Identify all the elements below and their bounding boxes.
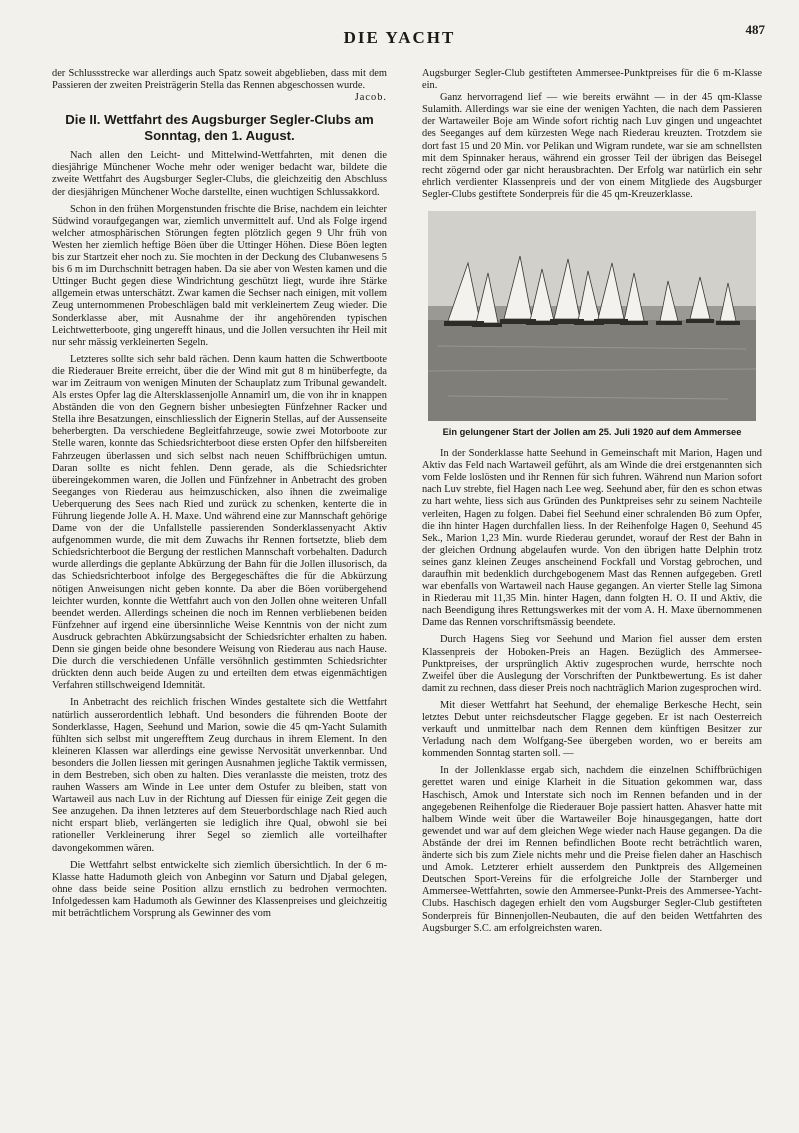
article-paragraph: Nach allen den Leicht- und Mittelwind-Wettfahrten, mit denen die diesjährige Münchener Woche mehr oder weniger bedacht war, bildete die zweite Wettfahrt des Augsburger Segler-Clubs, die gleichzeitig den Abschluss der diesjährigen Münchener Woche darstellte, einen wuchtigen Schlussakkord. xyxy=(52,150,387,198)
sailing-photo xyxy=(428,211,756,421)
page-header-title: DIE YACHT xyxy=(343,28,456,47)
right-column xyxy=(422,68,762,935)
article-paragraph: In Anbetracht des reichlich frischen Windes gestaltete sich die Wettfahrt natürlich ausserordentlich lebhaft. Und besonders die führenden Boote der Sonderklasse, Hagen, Seehund und Marion, sowie die 45 qm-Yacht Sulamith fühlten sich selbst mit ungerefftem Zeug durchaus in ihrem Element. In den kleineren Klassen war allerdings eine gewisse Nervosität unverkennbar. Und besonders die Jollen liessen mit geringen Ausnahmen jegliche Taktik vermissen, in dem Bestreben, sich oben zu halten. Dies veranlasste die meisten, trotz des rauhen Wassers am Winde in Lee unter dem Ostufer zu bleiben, statt von Wartaweil aus nach Luv in der Richtung auf Diessen für einige Zeit gegen die See anzugehen. Da ihnen letzteres auf dem Steuerbordschlage nach Ried auch nicht erspart blieb, verlängerten sie lediglich ihre Qual, obwohl sie bei rationeller Verkleinerung ihrer Segel so ziemlich alle vorteilhafter davongekommen wären. xyxy=(52,697,387,854)
article-paragraph: Mit dieser Wettfahrt hat Seehund, der ehemalige Berkesche Hecht, sein letztes Debut unter reichsdeutscher Flagge gegeben. Er ist nach Oesterreich verkauft und unmittelbar nach dem Rennen dem künftigen Besitzer zur Verladung nach dem Wolfgang-See übergeben worden, wo er bereits am kommenden Sonntag starten soll. — xyxy=(422,699,762,760)
article-paragraph: Augsburger Segler-Club gestifteten Ammersee-Punktpreises für die 6 m-Klasse ein. xyxy=(422,68,762,92)
page-number: 487 xyxy=(745,22,765,37)
article-paragraph: In der Jollenklasse ergab sich, nachdem die einzelnen Schiffbrüchigen gerettet waren und einige Klarheit in die Situation gekommen war, dass Haschisch, Amok und Interstate sich noch im Rennen befanden und in der angegebenen Reihenfolge die Riederauer Boje passiert hatten. Ahasver hatte mit halbem Winde weit über die Wartaweiler Boje hinausgegangen, hatte dort gewendet und war auf dem gleichen Wege wieder nach Hause gegangen. Da die Abstände der drei im Rennen befindlichen Boote recht beträchtlich waren, änderte sich bis zum Ziele nichts mehr und die Preise fielen daher an Haschisch und Amok. Letzterer erhielt ausserdem den Punktpreis des Allgemeinen Deutschen Sport-Vereins für die erfolgreiche Jolle der Starnberger und Ammersee-Wettfahrten, sowie den Ammersee-Punkt-Preis des Ammersee-Yacht-Clubs. Haschisch dagegen erhielt den vom Augsburger Segler-Club gestifteten Sonderpreis für Binnenjollen-Neubauten, die auf den beiden Wettfahrten des Augsburger S.C. am erfolgreichsten waren. xyxy=(422,765,762,934)
left-column xyxy=(52,68,387,920)
article-paragraph: Durch Hagens Sieg vor Seehund und Marion fiel ausser dem ersten Klassenpreis der Hoboken-Preis an Hagen. Bezüglich des Ammersee-Punktpreises, der ursprünglich Aktiv zugesprochen wurde, herrschte noch Zweifel über die Auslegung der Vorschriften der Punktbewertung. Es ist daher damit zu rechnen, dass dieser Preis noch nachträglich Marion zugesprochen wird. xyxy=(422,634,762,694)
article-paragraph: Schon in den frühen Morgenstunden frischte die Brise, nachdem ein leichter Südwind voraufgegangen war, ziemlich unvermittelt auf. Und als Folge irgend welcher atmosphärischen Störungen fegten plötzlich gegen 9 Uhr früh von Westen her ziemlich heftige Böen über die Uttinger Höhen. Diese Böen legten bis zur Startzeit eher noch zu. Sie mochten in der Deckung des Clubanwesens 5 bis 6 m im Durchschnitt betragen haben. Da sie aber von Westen kamen und die Uttinger Bucht gegen diese Windrichtung geschützt liegt, wurde ihre Stärke allgemein etwas unterschätzt. Zwar kamen die Sechser nach einigen, mit vollem Zeug unternommenen Probeschlägen bald mit verkleinertem Zeug wieder. Die Sonderklasse aber, mit Ausnahme der ihr angehörenden typischen Leichtwetterboote, ging ungerefft hinaus, und die Jollen versuchten ihr Heil mit nur sehr mässig verkleinerten Segeln. xyxy=(52,203,387,348)
article-paragraph: Ganz hervorragend lief — wie bereits erwähnt — in der 45 qm-Klasse Sulamith. Allerdings war sie eine der wenigen Yachten, die nach dem Passieren der Wartaweiler Boje am Winde sofort richtig nach Luv gingen und ungeachtet des Seeganges auf dem kürzesten Wege nach Riederau kreuzten. Trotzdem sie dort fast 15 und 20 Min. vor Pelikan und Wigram rundete, war sie am schnellsten mit dem Spinnaker heraus, während ein grosser Teil der übrigen das Beisegel recht zögernd oder gar nicht herausbrachten. Der Erfolg war natürlich ein sehr ehrlich verdienter Klassenpreis und der von einem Mitgliede des Augsburger Segler-Clubs gestiftete Sonderpreis für die 45 qm-Kreuzerklasse. xyxy=(422,92,762,200)
sailboats-illustration xyxy=(428,211,756,421)
article-heading: Die II. Wettfahrt des Augsburger Segler-Clubs am Sonntag, den 1. August. xyxy=(65,112,374,144)
author-signature: Jacob. xyxy=(354,92,387,104)
article-paragraph: Die Wettfahrt selbst entwickelte sich ziemlich übersichtlich. In der 6 m-Klasse hatte Hadumoth gleich von Anbeginn vor Saturn und Djabal gelegen, ohne dass beide seine Position allzu ernstlich zu bedrohen vermochten. Infolgedessen kam Hadumoth als Gewinner des Klassenpreises und gleichzeitig mit beträchtlichem Vorsprung als Gewinner des vom xyxy=(52,859,387,919)
article-paragraph: Letzteres sollte sich sehr bald rächen. Denn kaum hatten die Schwertboote die Riederauer Breite erreicht, über die der Wind mit gut 8 m hinüberfegte, da war im Zeitraum von wenigen Minuten der Schauplatz zum Tribunal gewandelt. Als erstes Opfer lag die Altersklassenjolle Annamirl um, die von ihr in knappen Abständen die von den Gegnern bisher unbesiegten Fünfzehner Racker und Stella ihre Besatzungen, einschliesslich der Eignerin Stellas, auf der Aussenseite beherbergten. Da verschiedene Begleitfahrzeuge, sowie zwei Motorboote zur Stelle waren, konnte das Schiedsrichterboot diese ersten Opfer den hilfsbereiten Fahrzeugen überlassen und sich selbst nach neuen Schiffbrüchigen umtun. Daran sollte es nicht fehlen. Denn gerade, als die Schiedsrichter übereingekommen waren, die Jollen und Fünfzehner in Anbetracht des groben Seeganges von Riederau aus heimzuschicken, also ihnen die zweimalige Ueberquerung des Sees nach Ried und zurück zu schenken, kenterte die in Führung liegende Jolle A. H. Maxe. Und während eine zur Mannschaft gehörige Dame von der die Unfallstelle passierenden Sonderklassenyacht Aktiv aufgenommen wurde, die mit dem Zuwachs ihr Rennen fortsetzte, blieb dem Schiedsrichterboot die Bergung der restlichen Mannschaft vorbehalten. Dadurch wurde allerdings die geplante Abkürzung der Bahn für die Jollen illusorisch, da das Schiedsrichterboot infolge des Bergegeschäftes die für die Abkürzung nötigen Anweisungen nicht geben konnte. Da aber die Böen vorübergehend leichter wurden, konnte die Wettfahrt auch von den Jollen ohne weiteren Unfall beendet werden. Allerdings scheinen die noch im Rennen verbliebenen beiden Fünfzehner auf irgend eine übersinnliche Weise Kenntnis von der nicht zum Ausdruck gebrachten Abkürzungsabsicht der Schiedsrichter erhalten zu haben. Denn sie gingen beide ohne besondere Weisung von Riederau aus nach Hause. Die durch die verschiedenen Unfälle versöhnlich gestimmten Schiedsrichter drückten denn auch beide Augen zu und erteilten dem etwas eigenmächtigen Verfahren stillschweigend Idemnität. xyxy=(52,353,387,692)
article-paragraph: In der Sonderklasse hatte Seehund in Gemeinschaft mit Marion, Hagen und Aktiv das Feld nach Wartaweil geführt, als am Winde die drei erstgenannten sich vom Felde loslösten und ihr Rennen für sich fuhren. Während nun Marion sofort nach Luv strebte, fiel Hagen nach Lee weg. Seehund aber, für den es schon etwas zu hart wehte, liess sich aus Gründen des Punktpreises sehr zu seinem Nachteile verleiten, Hagen zu folgen. Dabei fiel Seehund einer schralenden Bö zum Opfer, die ihn hinter Hagen durchfallen liess. In der Reihenfolge Hagen 0, Seehund 45 Sek., Marion 1,23 Min. wurde Riederau gerundet, worauf der Rest der Bahn in der gleichen Ordnung abgelaufen wurde. Von den übrigen hatte Delphin trotz seines ganz kleinen Zeuges anscheinend Fockfall und Vorstag gebrochen, und daraufhin mit bedenklich durchgebogenem Mast das Rennen aufgegeben. Gretl war ebenfalls von Wartaweil nach Hause gegangen. An vierter Stelle lag Simona in Riederau mit 11,35 Min. hinter Hagen, dann folgten H. O. II und Aktiv, die nach Beendigung ihres Rettungswerkes mit der vom A. H. Maxe übernommenen Dame das Rennen vorschriftsmässig beendete. xyxy=(422,448,762,629)
photo-caption: Ein gelungener Start der Jollen am 25. Juli 1920 auf dem Ammersee xyxy=(442,427,742,438)
intro-paragraph: der Schlussstrecke war allerdings auch Spatz soweit abgeblieben, dass mit dem Passieren der zweiten Preisträgerin Stella das Rennen abgeschossen wurde. Jacob. xyxy=(52,68,387,104)
